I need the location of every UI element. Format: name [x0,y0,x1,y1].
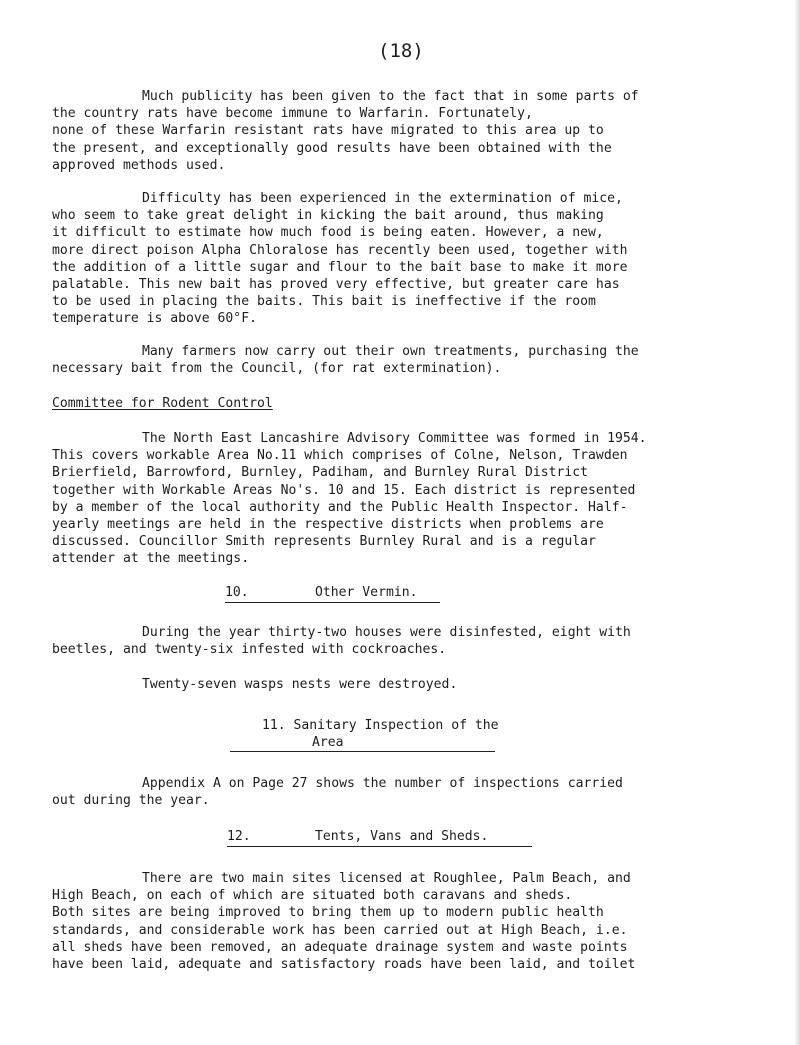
heading-underline [227,846,532,847]
text-line: Difficulty has been experienced in the extermination of mice, [142,191,623,206]
text-line: Both sites are being improved to bring them up to modern public health [52,905,604,921]
paragraph-wasps [52,676,792,693]
heading-tents-vans-sheds: Tents, Vans and Sheds. [315,829,489,844]
heading-rodent-control: Committee for Rodent Control [52,396,273,411]
paragraph-farmers [52,343,792,377]
heading-underline [225,602,440,603]
paragraph-committee [52,430,792,568]
paragraph-sites [52,870,792,973]
text-line: by a member of the local authority and the Public Health Inspector. Half- [52,499,628,515]
text-line: none of these Warfarin resistant rats have migrated to this area up to [52,123,604,139]
paragraph-appendix [52,775,792,809]
paragraph-disinfested [52,624,792,658]
text-line: the country rats have become immune to Warfarin. Fortunately, [52,106,533,122]
page-number: (18) [378,40,424,62]
text-line: together with Workable Areas No's. 10 and 15. Each district is represented [52,482,636,498]
heading-sanitary-inspection: 11. Sanitary Inspection of the [262,718,499,733]
text-line: This covers workable Area No.11 which comprises of Colne, Nelson, Trawden [52,448,628,464]
text-line: attender at the meetings. [52,551,250,567]
text-line: Brierfield, Barrowford, Burnley, Padiham, and Burnley Rural District [52,465,589,481]
text-line: approved methods used. [52,157,226,173]
text-line: to be used in placing the baits. This bait is ineffective if the room [52,294,596,310]
text-line: High Beach, on each of which are situated both caravans and sheds. [52,888,573,904]
paragraph-warfarin [52,88,792,174]
text-line: have been laid, adequate and satisfactory roads have been laid, and toilet [52,957,636,973]
text-line: Appendix A on Page 27 shows the number of inspections carried [142,776,623,791]
text-line: who seem to take great delight in kicking the bait around, thus making [52,208,604,224]
text-line: the addition of a little sugar and flour to the bait base to make it more [52,259,628,275]
text-line: Twenty-seven wasps nests were destroyed. [142,677,458,692]
heading-number-10: 10. [225,585,249,600]
text-line: beetles, and twenty-six infested with cockroaches. [52,642,447,658]
heading-other-vermin: Other Vermin. [315,585,418,600]
text-line: standards, and considerable work has been carried out at High Beach, i.e. [52,922,628,938]
heading-number-12: 12. [227,829,251,844]
text-line: Many farmers now carry out their own treatments, purchasing the [142,344,639,359]
paragraph-mice [52,190,792,328]
text-line: yearly meetings are held in the respective districts when problems are [52,517,604,533]
page-edge-shadow [794,0,800,1045]
text-line: palatable. This new bait has proved very effective, but greater care has [52,277,620,293]
heading-sanitary-area: Area [312,735,344,750]
text-line: more direct poison Alpha Chloralose has recently been used, together with [52,242,628,258]
text-line: discussed. Councillor Smith represents Burnley Rural and is a regular [52,534,596,550]
text-line: The North East Lancashire Advisory Committee was formed in 1954. [142,431,647,446]
text-line: it difficult to estimate how much food is being eaten. However, a new, [52,225,604,241]
text-line: Much publicity has been given to the fact that in some parts of [142,89,639,104]
text-line: all sheds have been removed, an adequate drainage system and waste points [52,939,628,955]
text-line: necessary bait from the Council, (for rat extermination). [52,361,502,377]
text-line: During the year thirty-two houses were disinfested, eight with [142,625,631,640]
text-line: temperature is above 60°F. [52,311,257,327]
text-line: the present, and exceptionally good results have been obtained with the [52,140,612,156]
text-line: There are two main sites licensed at Roughlee, Palm Beach, and [142,871,631,886]
heading-underline [230,751,495,752]
text-line: out during the year. [52,793,210,809]
